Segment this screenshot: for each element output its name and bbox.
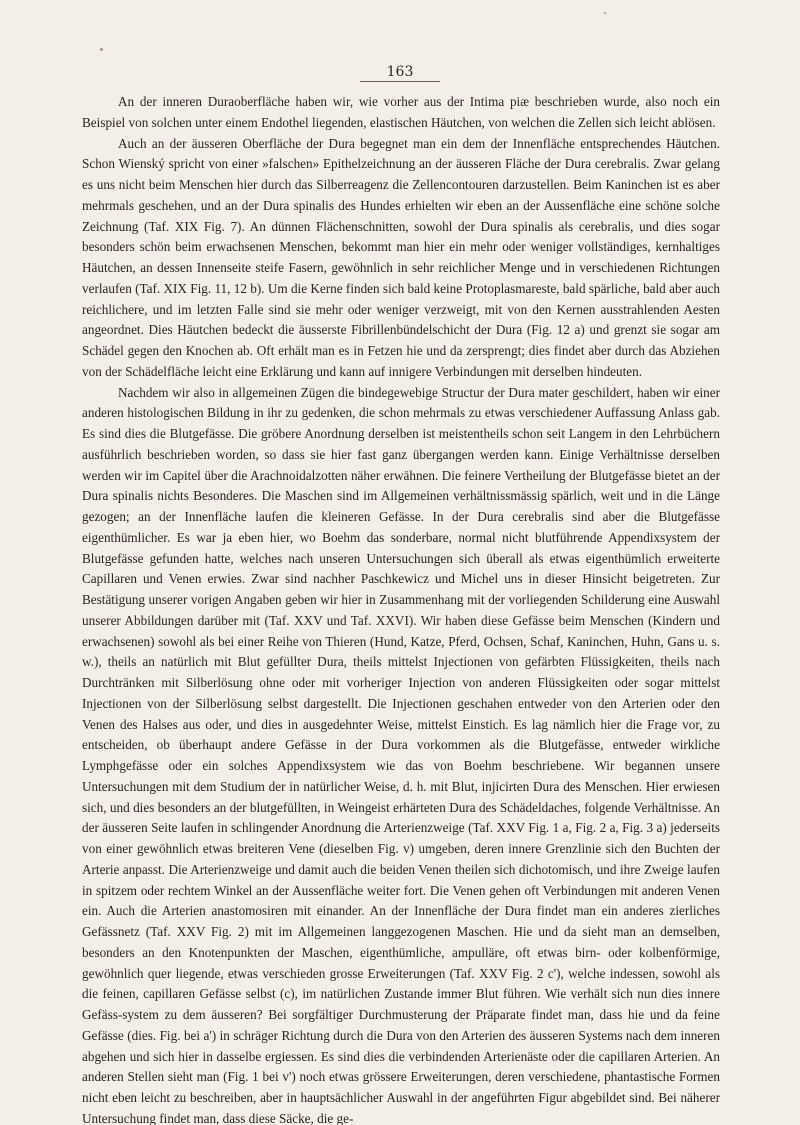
paragraph: Auch an der äusseren Oberfläche der Dura begegnet man ein dem der Innenfläche entsprechendes Häutchen. Schon Wienský spricht von einer »falschen» Epithelzeichnung an der äusseren Fläche der Dura cerebralis. Zwar gelang es uns nicht beim Menschen hier durch das Silberreagenz die Zellencontouren darzustellen. Beim Kaninchen ist es aber mehrmals geschehen, und an der Dura spinalis des Hundes erhielten wir eben an der Aussenfläche eine schöne solche Zeichnung (Taf. XIX Fig. 7). An dünnen Flächenschnitten, sowohl der Dura spinalis als cerebralis, und dies sogar besonders schön beim erwachsenen Menschen, bekommt man hier ein mehr oder weniger vollständiges, kernhaltiges Häutchen, an dessen Innenseite steife Fasern, gewöhnlich in sehr reichlicher Menge und in verschiedenen Richtungen verlaufen (Taf. XIX Fig. 11, 12 b). Um die Kerne finden sich bald keine Protoplasmareste, bald spärliche, bald aber auch reichlichere, und im letzten Falle sind sie mehr oder weniger verzweigt, mit von den Kernen ausstrahlenden Aesten angeordnet. Dies Häutchen bedeckt die äusserste Fibrillenbündelschicht der Dura (Fig. 12 a) und grenzt sie sogar am Schädel gegen den Knochen ab. Oft erhält man es in Fetzen hie und da zersprengt; dies findet aber durch das Abziehen von der Schädelfläche leicht eine Erklärung und kann auf innigere Verbindungen mit derselben hindeuten. (82, 135, 720, 379)
paragraph: Nachdem wir also in allgemeinen Zügen die bindegewebige Structur der Dura mater geschildert, haben wir einer anderen histologischen Bildung in ihr zu gedenken, die schon mehrmals zu etwas verschiedener Auffassung Anlass gab. Es sind dies die Blutgefässe. Die gröbere Anordnung derselben ist meistentheils schon seit Langem in den Lehrbüchern ausführlich beschrieben worden, so dass sie hier fast ganz übergangen werden kann. Einige Verhältnisse derselben werden wir im Capitel über die Arachnoidalzotten näher erwähnen. Die feinere Vertheilung der Blutgefässe bietet an der Dura spinalis nichts Besonderes. Die Maschen sind im Allgemeinen verhältnissmässig spärlich, weit und in die Länge gezogen; an der Innenfläche laufen die kleineren Gefässe. In der Dura cerebralis sind aber die Blutgefässe eigenthümlicher. Es war ja eben hier, wo Boehm das sonderbare, normal nicht blutführende Appendixsystem der Blutgefässe gefunden hatte, welches nach unseren Untersuchungen sich überall als etwas eigenthümlich erweiterte Capillaren und Venen erwies. Zwar sind nachher Paschkewicz und Michel uns in dieser Hinsicht beigetreten. Zur Bestätigung unserer vorigen Angaben geben wir hier in Zusammenhang mit der vorliegenden Schilderung eine Auswahl unserer Abbildungen darüber mit (Taf. XXV und Taf. XXVI). Wir haben diese Gefässe beim Menschen (Kindern und erwachsenen) sowohl als bei einer Reihe von Thieren (Hund, Katze, Pferd, Ochsen, Schaf, Kaninchen, Huhn, Gans u. s. w.), theils an natürlich mit Blut gefüllter Dura, theils mittelst Injectionen von gefärbten Flüssigkeiten, theils nach Durchtränken mit Silberlösung ohne oder mit vorheriger Injection von anderen Flüssigkeiten oder sogar mittelst Injectionen von der Silberlösung selbst dargestellt. Die Injectionen geschahen entweder von den Arterien oder den Venen des Halses aus oder, und dies in ausgedehnter Weise, mittelst Einstich. Es lag nämlich hier die Frage vor, zu entscheiden, ob überhaupt andere Gefässe in der Dura vorkommen als die Blutgefässe, entweder wirkliche Lymphgefässe oder ein solches Appendixsystem wie das von Boehm beschriebene. Wir begannen unsere Untersuchungen mit dem Studium der in natürlicher Weise, d. h. mit Blut, injicirten Dura des Menschen. Hier erwiesen sich, und dies besonders an der blutgefüllten, in Weingeist erhärteten Dura des Schädeldaches, folgende Verhältnisse. An der äusseren Seite laufen in schlingender Anordnung die Arterienzweige (Taf. XXV Fig. 1 a, Fig. 2 a, Fig. 3 a) jederseits von einer gewöhnlich etwas breiteren Vene (dieselben Fig. v) umgeben, deren innere Grenzlinie sich den Buchten der Arterie anpasst. Die Arterienzweige und damit auch die beiden Venen theilen sich dichotomisch, und ihre Zweige laufen in spitzem oder rechtem Winkel an der Aussenfläche weiter fort. Die Venen gehen oft Verbindungen mit anderen Venen ein. Auch die Arterien anastomosiren mit einander. An der Innenfläche der Dura findet man ein anderes zierliches Gefässnetz (Taf. XXV Fig. 2) mit im Allgemeinen langgezogenen Maschen. Hie und da sieht man an demselben, besonders an den Knotenpunkten der Maschen, eigenthümliche, ampulläre, oft etwas birn- oder kolbenförmige, gewöhnlich quer liegende, etwas verschieden grosse Erweiterungen (Taf. XXV Fig. 2 c'), welche indessen, sowohl als die feinen, capillaren Gefässe selbst (c), im natürlichen Zustande immer Blut führen. Wie verhält sich nun dies innere Gefäss-system zu dem äusseren? Bei sorgfältiger Durchmusterung der Präparate findet man, dass hie und da feine Gefässe (dies. Fig. bei a') in schräger Richtung durch die Dura von den Arterien des äusseren Systems nach dem inneren abgehen und sich hier in dasselbe ergiessen. Es sind dies die verbindenden Arterienäste oder die capillaren Arterien. An anderen Stellen sieht man (Fig. 1 bei v') noch etwas grössere Erweiterungen, deren verschiedene, phantastische Formen nicht eben leicht zu beschreiben, aber in hauptsächlicher Auswahl in der angeführten Figur abgebildet sind. Bei näherer Untersuchung findet man, dass diese Säcke, die ge- (82, 384, 720, 1125)
paper-speck (604, 12, 606, 14)
page-number: 163 (360, 64, 440, 82)
page-body (82, 92, 720, 1125)
paper-speck (100, 48, 103, 51)
paragraph: An der inneren Duraoberfläche haben wir, wie vorher aus der Intima piæ beschrieben wurde, also noch ein Beispiel von solchen unter einem Endothel liegenden, elastischen Häutchen, von welchen die Zellen sich leicht ablösen. (82, 94, 720, 130)
